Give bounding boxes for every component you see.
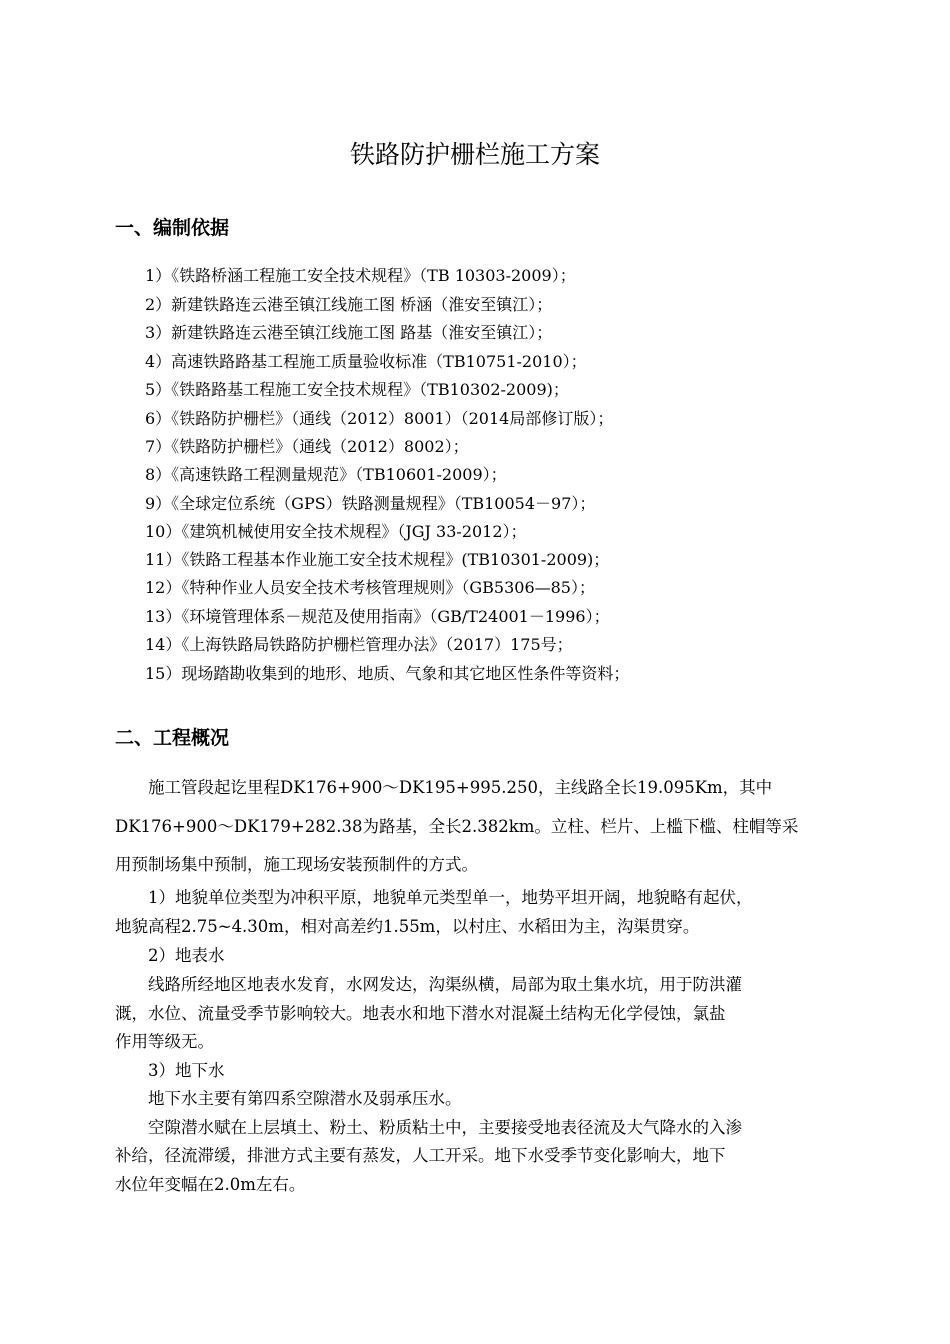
- surface-water-label: 2）地表水: [148, 946, 225, 965]
- reference-item: 9）《全球定位系统（GPS）铁路测量规程》（TB10054－97）；: [145, 494, 596, 513]
- surface-water-line: 溉，水位、流量受季节影响较大。地表水和地下潜水对混凝土结构无化学侵蚀，氯盐: [115, 1004, 726, 1023]
- landform-line: 地貌高程2.75~4.30m，相对高差约1.55m，以村庄、水稻田为主，沟渠贯穿。: [115, 917, 700, 936]
- overview-paragraph-line: 施工管段起讫里程DK176+900～DK195+995.250，主线路全长19.095Km，其中: [148, 778, 773, 797]
- landform-line: 1）地貌单位类型为冲积平原，地貌单元类型单一，地势平坦开阔，地貌略有起伏，: [148, 888, 753, 907]
- reference-item: 2）新建铁路连云港至镇江线施工图 桥涵（淮安至镇江）；: [145, 295, 553, 314]
- groundwater-line: 地下水主要有第四系空隙潜水及弱承压水。: [148, 1089, 462, 1108]
- surface-water-line: 作用等级无。: [115, 1032, 214, 1051]
- groundwater-label: 3）地下水: [148, 1061, 225, 1080]
- groundwater-detail-line: 空隙潜水赋在上层填土、粉土、粉质粘土中，主要接受地表径流及大气降水的入渗: [148, 1118, 742, 1137]
- overview-paragraph-line: 用预制场集中预制，施工现场安装预制件的方式。: [115, 855, 478, 874]
- reference-item: 4）高速铁路路基工程施工质量验收标准（TB10751-2010）；: [145, 352, 587, 371]
- document-title: 铁路防护栅栏施工方案: [349, 140, 600, 169]
- reference-item: 11）《铁路工程基本作业施工安全技术规程》(TB10301-2009)；: [145, 550, 610, 569]
- section-heading-basis: 一、编制依据: [115, 217, 230, 239]
- section-heading-overview: 二、工程概况: [115, 727, 230, 749]
- reference-item: 10）《建筑机械使用安全技术规程》（JGJ 33-2012）；: [145, 522, 527, 541]
- reference-item: 7）《铁路防护栅栏》（通线（2012）8002）；: [145, 437, 469, 456]
- reference-item: 14）《上海铁路局铁路防护栅栏管理办法》（2017）175号；: [145, 635, 573, 654]
- groundwater-detail-line: 水位年变幅在2.0m左右。: [115, 1175, 306, 1194]
- reference-item: 3）新建铁路连云港至镇江线施工图 路基（淮安至镇江）；: [145, 323, 553, 342]
- reference-item: 8）《高速铁路工程测量规范》（TB10601-2009）；: [145, 465, 507, 484]
- surface-water-line: 线路所经地区地表水发育，水网发达，沟渠纵横，局部为取土集水坑，用于防洪灌: [148, 975, 742, 994]
- reference-item: 1）《铁路桥涵工程施工安全技术规程》（TB 10303-2009）；: [145, 266, 576, 285]
- reference-item: 12）《特种作业人员安全技术考核管理规则》（GB5306—85）；: [145, 578, 595, 597]
- reference-item: 6）《铁路防护栅栏》（通线（2012）8001）（2014局部修订版）；: [145, 409, 614, 428]
- overview-paragraph-line: DK176+900～DK179+282.38为路基，全长2.382km。立柱、栏片、上槛下槛、柱帽等采: [115, 817, 799, 836]
- reference-item: 13）《环境管理体系－规范及使用指南》（GB/T24001－1996）；: [145, 607, 610, 626]
- groundwater-detail-line: 补给，径流滞缓，排泄方式主要有蒸发，人工开采。地下水受季节变化影响大，地下: [115, 1146, 726, 1165]
- reference-item: 5）《铁路路基工程施工安全技术规程》（TB10302-2009)；: [145, 380, 569, 399]
- reference-item: 15）现场踏勘收集到的地形、地质、气象和其它地区性条件等资料；: [145, 664, 630, 683]
